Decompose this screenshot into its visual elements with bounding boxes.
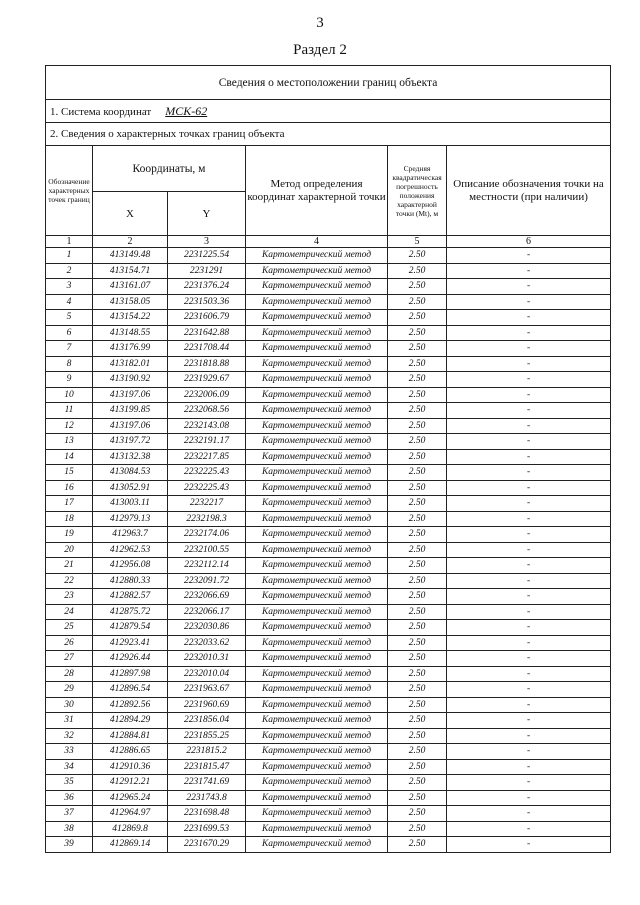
y-coordinate-cell: 2231670.29 xyxy=(168,837,246,853)
description-cell: - xyxy=(447,294,611,310)
accuracy-cell: 2.50 xyxy=(388,697,447,713)
point-number-cell: 23 xyxy=(46,589,93,605)
y-coordinate-cell: 2231963.67 xyxy=(168,682,246,698)
point-number-cell: 11 xyxy=(46,403,93,419)
method-cell: Картометрический метод xyxy=(246,356,388,372)
point-number-cell: 12 xyxy=(46,418,93,434)
x-coordinate-cell: 412910.36 xyxy=(93,759,168,775)
description-cell: - xyxy=(447,744,611,760)
point-number-cell: 27 xyxy=(46,651,93,667)
method-cell: Картометрический метод xyxy=(246,558,388,574)
table-row xyxy=(46,542,611,558)
method-cell: Картометрический метод xyxy=(246,620,388,636)
method-cell: Картометрический метод xyxy=(246,697,388,713)
method-cell: Картометрический метод xyxy=(246,837,388,853)
accuracy-cell: 2.50 xyxy=(388,635,447,651)
table-row xyxy=(46,527,611,543)
method-cell: Картометрический метод xyxy=(246,248,388,264)
y-coordinate-cell: 2232174.06 xyxy=(168,527,246,543)
table-row xyxy=(46,496,611,512)
column-number: 4 xyxy=(246,236,388,248)
description-cell: - xyxy=(447,263,611,279)
method-cell: Картометрический метод xyxy=(246,759,388,775)
table-row xyxy=(46,573,611,589)
point-number-cell: 7 xyxy=(46,341,93,357)
column-number: 2 xyxy=(93,236,168,248)
method-cell: Картометрический метод xyxy=(246,511,388,527)
point-number-cell: 24 xyxy=(46,604,93,620)
point-number-cell: 29 xyxy=(46,682,93,698)
table-row xyxy=(46,403,611,419)
table-row xyxy=(46,480,611,496)
point-number-cell: 15 xyxy=(46,465,93,481)
method-cell: Картометрический метод xyxy=(246,310,388,326)
description-cell: - xyxy=(447,480,611,496)
y-coordinate-cell: 2232225.43 xyxy=(168,480,246,496)
description-cell: - xyxy=(447,837,611,853)
accuracy-cell: 2.50 xyxy=(388,356,447,372)
accuracy-cell: 2.50 xyxy=(388,651,447,667)
description-cell: - xyxy=(447,527,611,543)
x-coordinate-cell: 413190.92 xyxy=(93,372,168,388)
section-title: Раздел 2 xyxy=(293,42,347,58)
point-number-cell: 28 xyxy=(46,666,93,682)
header-accuracy: Средняя квадратическая погрешность положения характерной точки (Mt), м xyxy=(388,146,447,236)
y-coordinate-cell: 2232143.08 xyxy=(168,418,246,434)
y-coordinate-cell: 2231225.54 xyxy=(168,248,246,264)
method-cell: Картометрический метод xyxy=(246,744,388,760)
y-coordinate-cell: 2231642.88 xyxy=(168,325,246,341)
x-coordinate-cell: 413199.85 xyxy=(93,403,168,419)
table-row xyxy=(46,604,611,620)
accuracy-cell: 2.50 xyxy=(388,821,447,837)
point-number-cell: 16 xyxy=(46,480,93,496)
method-cell: Картометрический метод xyxy=(246,790,388,806)
table-row xyxy=(46,418,611,434)
y-coordinate-cell: 2231929.67 xyxy=(168,372,246,388)
accuracy-cell: 2.50 xyxy=(388,263,447,279)
table-row xyxy=(46,310,611,326)
point-number-cell: 37 xyxy=(46,806,93,822)
y-coordinate-cell: 2231291 xyxy=(168,263,246,279)
x-coordinate-cell: 413154.22 xyxy=(93,310,168,326)
header-description: Описание обозначения точки на местности (при наличии) xyxy=(447,146,611,236)
accuracy-cell: 2.50 xyxy=(388,465,447,481)
y-coordinate-cell: 2231708.44 xyxy=(168,341,246,357)
table-row xyxy=(46,806,611,822)
table-row xyxy=(46,248,611,264)
accuracy-cell: 2.50 xyxy=(388,434,447,450)
x-coordinate-cell: 412962.53 xyxy=(93,542,168,558)
x-coordinate-cell: 412926.44 xyxy=(93,651,168,667)
description-cell: - xyxy=(447,821,611,837)
column-number: 6 xyxy=(447,236,611,248)
x-coordinate-cell: 412896.54 xyxy=(93,682,168,698)
y-coordinate-cell: 2232030.86 xyxy=(168,620,246,636)
accuracy-cell: 2.50 xyxy=(388,511,447,527)
y-coordinate-cell: 2231376.24 xyxy=(168,279,246,295)
x-coordinate-cell: 413197.06 xyxy=(93,387,168,403)
x-coordinate-cell: 413176.99 xyxy=(93,341,168,357)
method-cell: Картометрический метод xyxy=(246,387,388,403)
description-cell: - xyxy=(447,341,611,357)
table-row xyxy=(46,558,611,574)
accuracy-cell: 2.50 xyxy=(388,589,447,605)
x-coordinate-cell: 413161.07 xyxy=(93,279,168,295)
accuracy-cell: 2.50 xyxy=(388,294,447,310)
method-cell: Картометрический метод xyxy=(246,403,388,419)
method-cell: Картометрический метод xyxy=(246,775,388,791)
accuracy-cell: 2.50 xyxy=(388,666,447,682)
y-coordinate-cell: 2232066.69 xyxy=(168,589,246,605)
accuracy-cell: 2.50 xyxy=(388,604,447,620)
point-number-cell: 22 xyxy=(46,573,93,589)
y-coordinate-cell: 2231815.2 xyxy=(168,744,246,760)
x-coordinate-cell: 412886.65 xyxy=(93,744,168,760)
method-cell: Картометрический метод xyxy=(246,682,388,698)
y-coordinate-cell: 2231743.8 xyxy=(168,790,246,806)
x-coordinate-cell: 412875.72 xyxy=(93,604,168,620)
description-cell: - xyxy=(447,279,611,295)
point-number-cell: 21 xyxy=(46,558,93,574)
table-row xyxy=(46,837,611,853)
table-row xyxy=(46,589,611,605)
accuracy-cell: 2.50 xyxy=(388,248,447,264)
y-coordinate-cell: 2232006.09 xyxy=(168,387,246,403)
table-row xyxy=(46,434,611,450)
accuracy-cell: 2.50 xyxy=(388,310,447,326)
accuracy-cell: 2.50 xyxy=(388,682,447,698)
point-number-cell: 13 xyxy=(46,434,93,450)
y-coordinate-cell: 2232112.14 xyxy=(168,558,246,574)
description-cell: - xyxy=(447,449,611,465)
header-point-name: Обозначение характерных точек границ xyxy=(46,146,93,236)
accuracy-cell: 2.50 xyxy=(388,387,447,403)
description-cell: - xyxy=(447,248,611,264)
point-number-cell: 35 xyxy=(46,775,93,791)
description-cell: - xyxy=(447,759,611,775)
y-coordinate-cell: 2232225.43 xyxy=(168,465,246,481)
description-cell: - xyxy=(447,682,611,698)
table-row xyxy=(46,728,611,744)
accuracy-cell: 2.50 xyxy=(388,759,447,775)
point-number-cell: 33 xyxy=(46,744,93,760)
table-row xyxy=(46,263,611,279)
description-cell: - xyxy=(447,651,611,667)
accuracy-cell: 2.50 xyxy=(388,728,447,744)
x-coordinate-cell: 413197.72 xyxy=(93,434,168,450)
accuracy-cell: 2.50 xyxy=(388,341,447,357)
coordinate-system-label: 1. Система координат xyxy=(50,105,152,118)
y-coordinate-cell: 2232068.56 xyxy=(168,403,246,419)
y-coordinate-cell: 2231815.47 xyxy=(168,759,246,775)
x-coordinate-cell: 412879.54 xyxy=(93,620,168,636)
y-coordinate-cell: 2231503.36 xyxy=(168,294,246,310)
method-cell: Картометрический метод xyxy=(246,325,388,341)
table-row xyxy=(46,465,611,481)
table-row xyxy=(46,651,611,667)
x-coordinate-cell: 413148.55 xyxy=(93,325,168,341)
x-coordinate-cell: 412869.8 xyxy=(93,821,168,837)
table-row xyxy=(46,713,611,729)
header-method: Метод определения координат характерной точки xyxy=(246,146,388,236)
table-row xyxy=(46,511,611,527)
point-number-cell: 10 xyxy=(46,387,93,403)
table-row xyxy=(46,635,611,651)
column-number-row xyxy=(46,236,611,248)
description-cell: - xyxy=(447,666,611,682)
table-row xyxy=(46,790,611,806)
x-coordinate-cell: 413052.91 xyxy=(93,480,168,496)
x-coordinate-cell: 412923.41 xyxy=(93,635,168,651)
x-coordinate-cell: 413154.71 xyxy=(93,263,168,279)
point-number-cell: 26 xyxy=(46,635,93,651)
x-coordinate-cell: 412869.14 xyxy=(93,837,168,853)
table-row xyxy=(46,372,611,388)
point-number-cell: 3 xyxy=(46,279,93,295)
description-cell: - xyxy=(447,465,611,481)
method-cell: Картометрический метод xyxy=(246,542,388,558)
header-y: Y xyxy=(168,192,246,236)
point-number-cell: 30 xyxy=(46,697,93,713)
accuracy-cell: 2.50 xyxy=(388,744,447,760)
method-cell: Картометрический метод xyxy=(246,341,388,357)
method-cell: Картометрический метод xyxy=(246,279,388,295)
accuracy-cell: 2.50 xyxy=(388,558,447,574)
x-coordinate-cell: 412963.7 xyxy=(93,527,168,543)
method-cell: Картометрический метод xyxy=(246,372,388,388)
x-coordinate-cell: 413003.11 xyxy=(93,496,168,512)
description-cell: - xyxy=(447,620,611,636)
boundary-points-table xyxy=(45,65,611,853)
x-coordinate-cell: 412912.21 xyxy=(93,775,168,791)
point-number-cell: 34 xyxy=(46,759,93,775)
point-number-cell: 2 xyxy=(46,263,93,279)
method-cell: Картометрический метод xyxy=(246,713,388,729)
y-coordinate-cell: 2232066.17 xyxy=(168,604,246,620)
table-row xyxy=(46,821,611,837)
accuracy-cell: 2.50 xyxy=(388,325,447,341)
x-coordinate-cell: 413197.06 xyxy=(93,418,168,434)
y-coordinate-cell: 2232010.31 xyxy=(168,651,246,667)
point-number-cell: 14 xyxy=(46,449,93,465)
description-cell: - xyxy=(447,310,611,326)
table-row xyxy=(46,356,611,372)
accuracy-cell: 2.50 xyxy=(388,403,447,419)
point-number-cell: 36 xyxy=(46,790,93,806)
table-row xyxy=(46,325,611,341)
method-cell: Картометрический метод xyxy=(246,496,388,512)
method-cell: Картометрический метод xyxy=(246,294,388,310)
x-coordinate-cell: 412964.97 xyxy=(93,806,168,822)
accuracy-cell: 2.50 xyxy=(388,418,447,434)
x-coordinate-cell: 412884.81 xyxy=(93,728,168,744)
y-coordinate-cell: 2231606.79 xyxy=(168,310,246,326)
accuracy-cell: 2.50 xyxy=(388,620,447,636)
coordinate-system-line xyxy=(46,100,611,123)
method-cell: Картометрический метод xyxy=(246,651,388,667)
method-cell: Картометрический метод xyxy=(246,480,388,496)
page-number: 3 xyxy=(316,15,324,31)
description-cell: - xyxy=(447,403,611,419)
method-cell: Картометрический метод xyxy=(246,821,388,837)
description-cell: - xyxy=(447,697,611,713)
x-coordinate-cell: 412894.29 xyxy=(93,713,168,729)
description-cell: - xyxy=(447,496,611,512)
table-row xyxy=(46,279,611,295)
method-cell: Картометрический метод xyxy=(246,573,388,589)
point-number-cell: 25 xyxy=(46,620,93,636)
description-cell: - xyxy=(447,542,611,558)
accuracy-cell: 2.50 xyxy=(388,837,447,853)
description-cell: - xyxy=(447,790,611,806)
accuracy-cell: 2.50 xyxy=(388,480,447,496)
description-cell: - xyxy=(447,511,611,527)
method-cell: Картометрический метод xyxy=(246,666,388,682)
method-cell: Картометрический метод xyxy=(246,527,388,543)
x-coordinate-cell: 413149.48 xyxy=(93,248,168,264)
description-cell: - xyxy=(447,635,611,651)
description-cell: - xyxy=(447,372,611,388)
method-cell: Картометрический метод xyxy=(246,589,388,605)
y-coordinate-cell: 2232191.17 xyxy=(168,434,246,450)
accuracy-cell: 2.50 xyxy=(388,573,447,589)
y-coordinate-cell: 2231855.25 xyxy=(168,728,246,744)
accuracy-cell: 2.50 xyxy=(388,449,447,465)
points-section-label: 2. Сведения о характерных точках границ объекта xyxy=(46,123,611,146)
description-cell: - xyxy=(447,325,611,341)
table-row xyxy=(46,682,611,698)
y-coordinate-cell: 2232091.72 xyxy=(168,573,246,589)
description-cell: - xyxy=(447,728,611,744)
x-coordinate-cell: 412892.56 xyxy=(93,697,168,713)
accuracy-cell: 2.50 xyxy=(388,713,447,729)
accuracy-cell: 2.50 xyxy=(388,279,447,295)
y-coordinate-cell: 2231818.88 xyxy=(168,356,246,372)
x-coordinate-cell: 412880.33 xyxy=(93,573,168,589)
header-coordinates: Координаты, м xyxy=(93,146,246,192)
y-coordinate-cell: 2231699.53 xyxy=(168,821,246,837)
accuracy-cell: 2.50 xyxy=(388,527,447,543)
description-cell: - xyxy=(447,387,611,403)
accuracy-cell: 2.50 xyxy=(388,775,447,791)
point-number-cell: 38 xyxy=(46,821,93,837)
y-coordinate-cell: 2232217.85 xyxy=(168,449,246,465)
point-number-cell: 5 xyxy=(46,310,93,326)
method-cell: Картометрический метод xyxy=(246,263,388,279)
description-cell: - xyxy=(447,573,611,589)
table-row xyxy=(46,294,611,310)
y-coordinate-cell: 2231960.69 xyxy=(168,697,246,713)
method-cell: Картометрический метод xyxy=(246,465,388,481)
table-row xyxy=(46,449,611,465)
description-cell: - xyxy=(447,775,611,791)
accuracy-cell: 2.50 xyxy=(388,790,447,806)
x-coordinate-cell: 412897.98 xyxy=(93,666,168,682)
method-cell: Картометрический метод xyxy=(246,635,388,651)
method-cell: Картометрический метод xyxy=(246,418,388,434)
coordinate-system-value: МСК-62 xyxy=(165,103,208,118)
x-coordinate-cell: 412882.57 xyxy=(93,589,168,605)
method-cell: Картометрический метод xyxy=(246,806,388,822)
point-number-cell: 1 xyxy=(46,248,93,264)
description-cell: - xyxy=(447,356,611,372)
table-row xyxy=(46,620,611,636)
point-number-cell: 32 xyxy=(46,728,93,744)
description-cell: - xyxy=(447,558,611,574)
column-number: 3 xyxy=(168,236,246,248)
x-coordinate-cell: 413084.53 xyxy=(93,465,168,481)
description-cell: - xyxy=(447,589,611,605)
x-coordinate-cell: 412965.24 xyxy=(93,790,168,806)
method-cell: Картометрический метод xyxy=(246,728,388,744)
x-coordinate-cell: 413182.01 xyxy=(93,356,168,372)
point-number-cell: 4 xyxy=(46,294,93,310)
column-number: 5 xyxy=(388,236,447,248)
accuracy-cell: 2.50 xyxy=(388,372,447,388)
y-coordinate-cell: 2232198.3 xyxy=(168,511,246,527)
table-row xyxy=(46,744,611,760)
accuracy-cell: 2.50 xyxy=(388,806,447,822)
description-cell: - xyxy=(447,418,611,434)
table-row xyxy=(46,387,611,403)
x-coordinate-cell: 413132.38 xyxy=(93,449,168,465)
y-coordinate-cell: 2232217 xyxy=(168,496,246,512)
table-title: Сведения о местоположении границ объекта xyxy=(46,66,611,100)
x-coordinate-cell: 412956.08 xyxy=(93,558,168,574)
point-number-cell: 18 xyxy=(46,511,93,527)
table-row xyxy=(46,697,611,713)
point-number-cell: 6 xyxy=(46,325,93,341)
description-cell: - xyxy=(447,604,611,620)
point-number-cell: 39 xyxy=(46,837,93,853)
point-number-cell: 19 xyxy=(46,527,93,543)
point-number-cell: 20 xyxy=(46,542,93,558)
method-cell: Картометрический метод xyxy=(246,434,388,450)
y-coordinate-cell: 2231741.69 xyxy=(168,775,246,791)
method-cell: Картометрический метод xyxy=(246,604,388,620)
description-cell: - xyxy=(447,806,611,822)
header-x: X xyxy=(93,192,168,236)
point-number-cell: 8 xyxy=(46,356,93,372)
description-cell: - xyxy=(447,434,611,450)
table-row xyxy=(46,775,611,791)
table-row xyxy=(46,341,611,357)
table-row xyxy=(46,759,611,775)
y-coordinate-cell: 2231698.48 xyxy=(168,806,246,822)
table-row xyxy=(46,666,611,682)
y-coordinate-cell: 2232100.55 xyxy=(168,542,246,558)
point-number-cell: 9 xyxy=(46,372,93,388)
method-cell: Картометрический метод xyxy=(246,449,388,465)
point-number-cell: 31 xyxy=(46,713,93,729)
description-cell: - xyxy=(447,713,611,729)
x-coordinate-cell: 413158.05 xyxy=(93,294,168,310)
y-coordinate-cell: 2232033.62 xyxy=(168,635,246,651)
y-coordinate-cell: 2232010.04 xyxy=(168,666,246,682)
column-number: 1 xyxy=(46,236,93,248)
x-coordinate-cell: 412979.13 xyxy=(93,511,168,527)
accuracy-cell: 2.50 xyxy=(388,496,447,512)
accuracy-cell: 2.50 xyxy=(388,542,447,558)
y-coordinate-cell: 2231856.04 xyxy=(168,713,246,729)
point-number-cell: 17 xyxy=(46,496,93,512)
